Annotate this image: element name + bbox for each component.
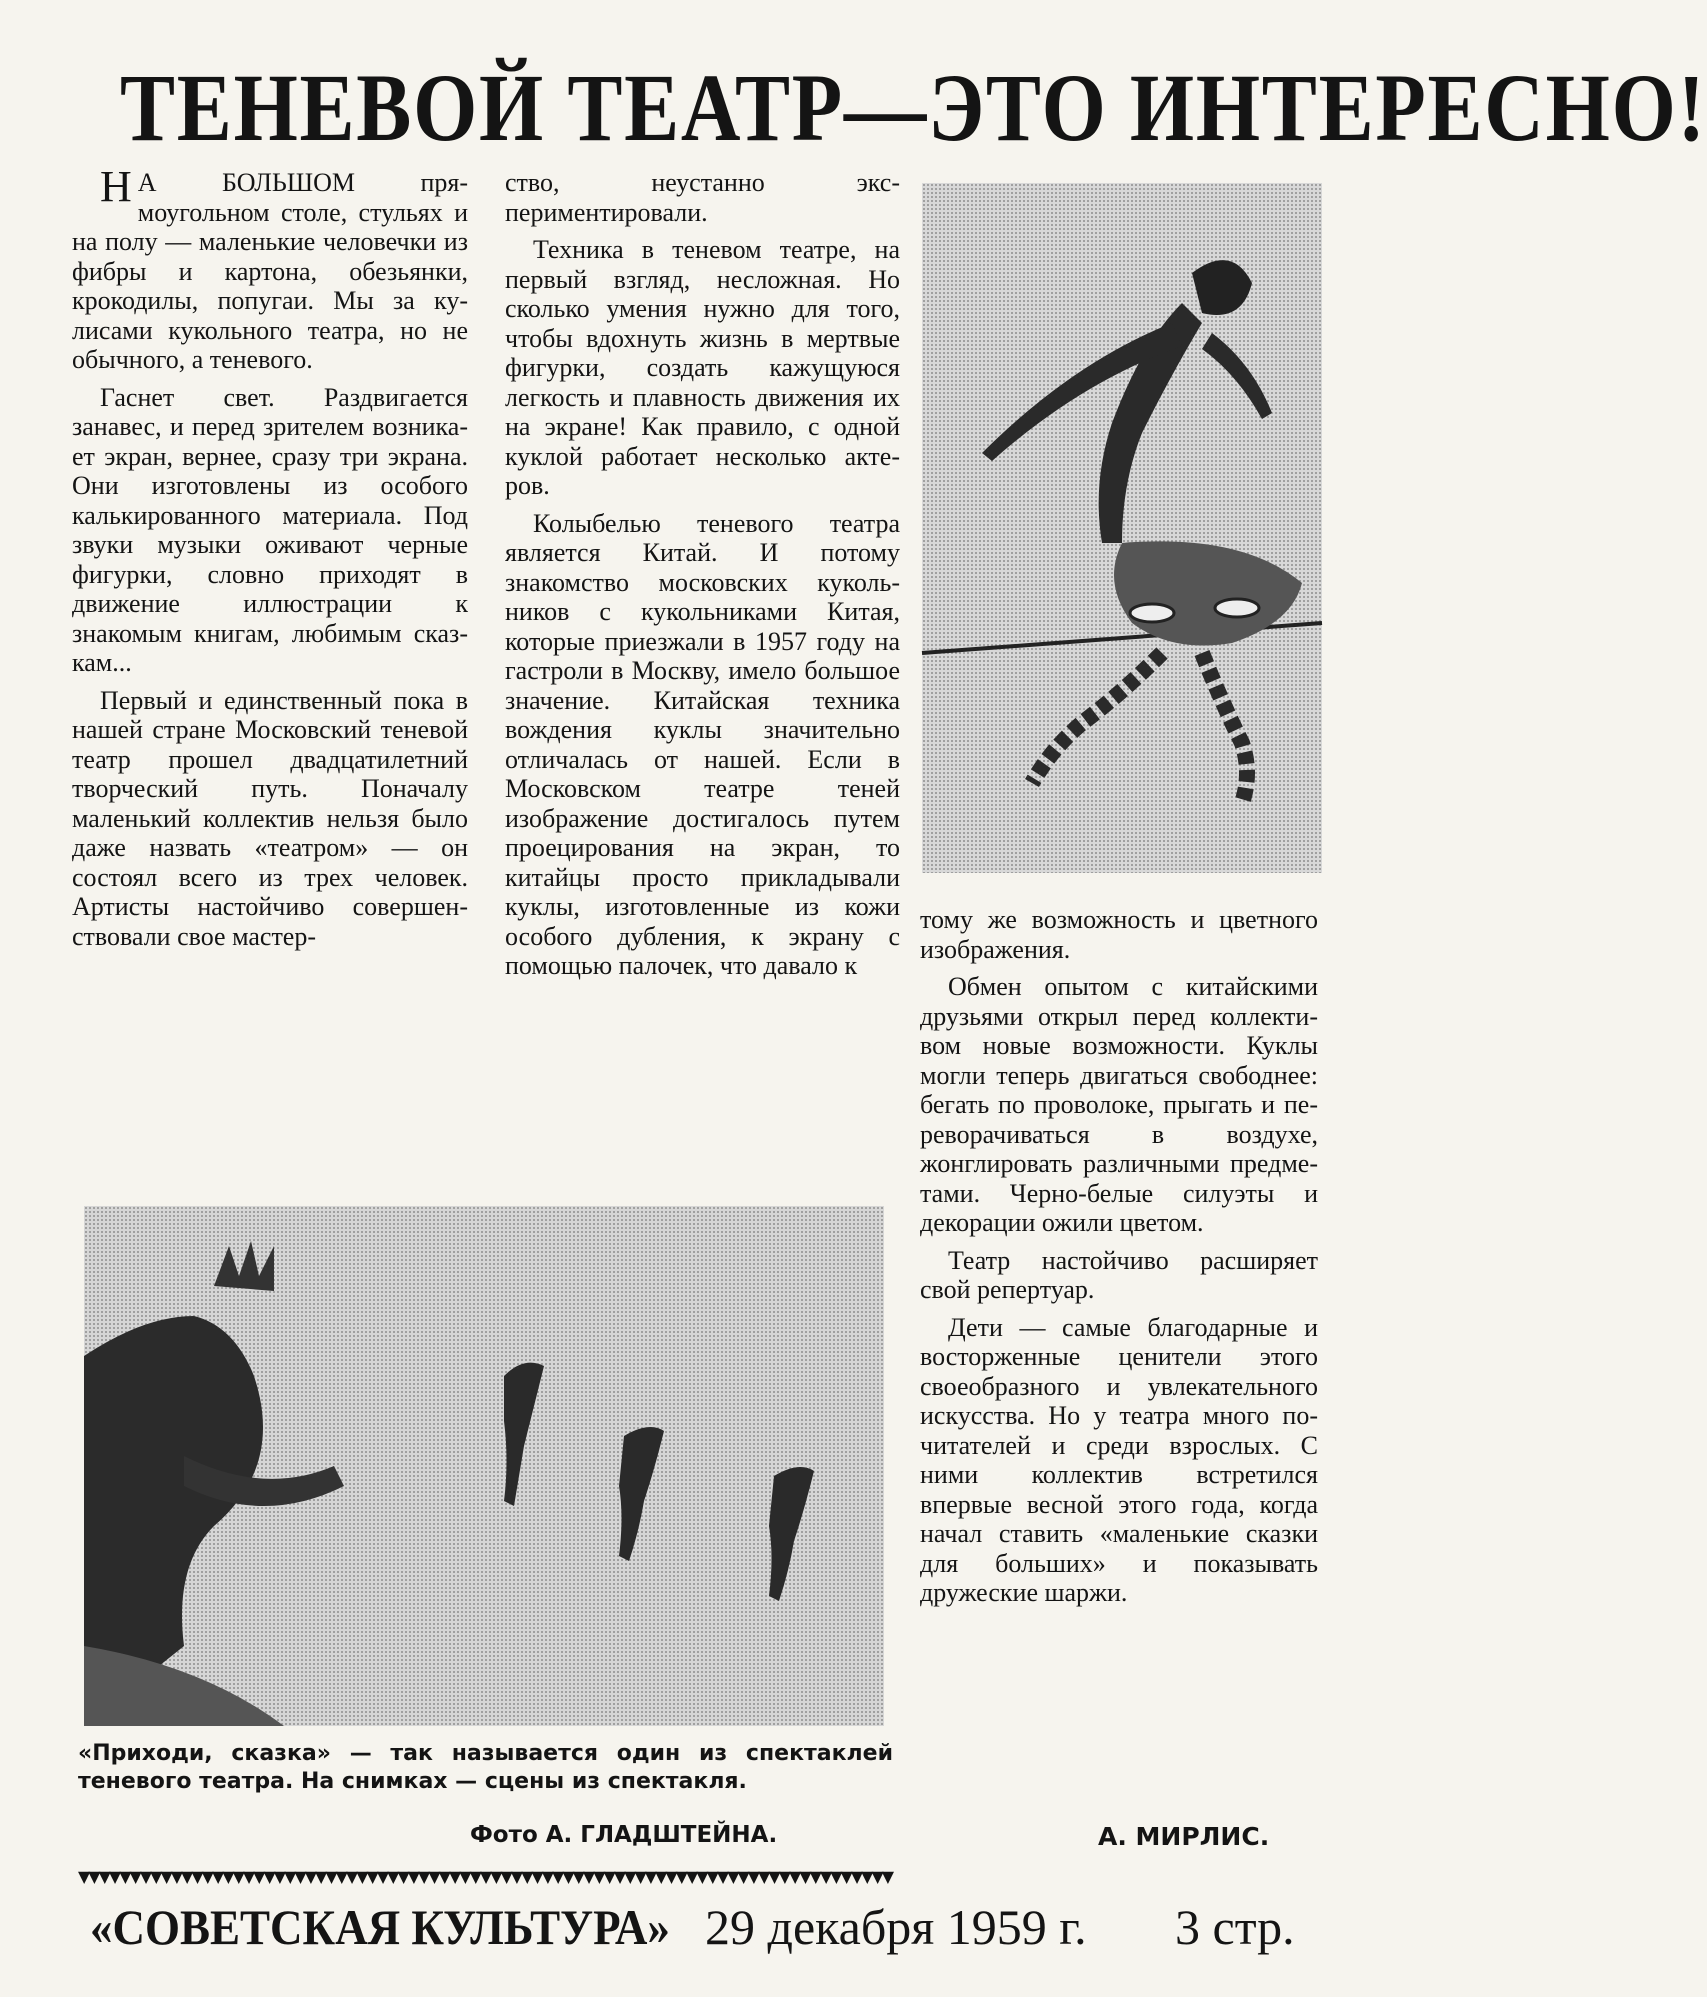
decorative-rule: ▼▼▼▼▼▼▼▼▼▼▼▼▼▼▼▼▼▼▼▼▼▼▼▼▼▼▼▼▼▼▼▼▼▼▼▼▼▼▼▼▼▼▼▼▼▼▼▼▼▼▼▼▼▼▼▼▼▼▼▼▼▼▼▼▼▼▼▼▼▼▼▼▼▼▼▼▼▼▼ bbox=[78, 1867, 893, 1886]
photo-credit: Фото А. ГЛАДШТЕЙНА. bbox=[470, 1822, 778, 1848]
page-number: 3 стр. bbox=[1175, 1899, 1295, 1955]
article-paragraph bbox=[72, 162, 468, 375]
paragraph-text: А БОЛЬШОМ прямоугольном столе, стульях и на полу — маленькие человечки из фибры и картона, обезьянки, крокодилы, попугаи. Мы за кулисами кукольного театра, но не обычного, а теневого. bbox=[72, 168, 468, 374]
article-column-2 bbox=[505, 168, 900, 1168]
article-paragraph: ство, неустанно экспериментировали. bbox=[505, 168, 900, 227]
photo-caption: «Приходи, сказка» — так называется один из спектаклей теневого театра. На снимках — сцены из спектакля. bbox=[78, 1741, 893, 1794]
runner-illustration bbox=[922, 183, 1322, 873]
article-paragraph: Гаснет свет. Раздвигается занавес, и перед зрителем возникает экран, вернее, сразу три экрана. Они изготовлены из особого калькированного материала. Под звуки музыки оживают черные фигурки, словно приходят в движение иллюстрации к знакомым книгам, любимым сказкам... bbox=[72, 382, 468, 677]
headline: ТЕНЕВОЙ ТЕАТР—ЭТО ИНТЕРЕСНО! bbox=[120, 54, 1707, 161]
article-column-1 bbox=[72, 162, 468, 1168]
article-paragraph: тому же возможность и цветного изображения. bbox=[920, 905, 1318, 964]
photo-shadow-puppet-dragon-fish bbox=[84, 1206, 884, 1726]
dragon-illustration bbox=[84, 1206, 884, 1726]
author-byline: А. МИРЛИС. bbox=[1098, 1822, 1270, 1851]
article-paragraph: Техника в теневом театре, на первый взгляд, несложная. Но сколько умения нужно для того, чтобы вдохнуть жизнь в мертвые фигурки, создать кажущуюся легкость и плавность движения их на экране! Как правило, с одной куклой работает несколько актеров. bbox=[505, 235, 900, 500]
article-column-3 bbox=[920, 905, 1318, 1805]
article-paragraph: Колыбелью теневого театра является Китай. И потому знакомство московских кукольников с кукольниками Китая, которые приезжали в 1957 году на гастроли в Москву, имело большое значение. Китайская техника вождения куклы значительно отличалась от нашей. Если в Московском театре теней изображение достигалось путем проецирования на экран, то китайцы просто прикладывали куклы, изготовленные из кожи особого дубления, к экрану с помощью палочек, что давало к bbox=[505, 508, 900, 980]
photo-shadow-puppet-runner bbox=[922, 183, 1322, 873]
drop-cap: Н bbox=[100, 162, 132, 211]
issue-date: 29 декабря 1959 г. bbox=[705, 1899, 1087, 1955]
newspaper-name: «СОВЕТСКАЯ КУЛЬТУРА» bbox=[90, 1899, 670, 1955]
article-paragraph: Обмен опытом с китайскими друзьями открыл перед коллективом новые возможности. Куклы могли теперь двигаться свободнее: бегать по проволоке, прыгать и переворачиваться в воздухе, жонглировать различными предметами. Черно-белые силуэты и декорации ожили цветом. bbox=[920, 972, 1318, 1237]
article-paragraph: Театр настойчиво расширяет свой репертуар. bbox=[920, 1245, 1318, 1304]
footer-masthead bbox=[90, 1892, 1330, 1962]
article-paragraph: Дети — самые благодарные и восторженные ценители этого своеобразного и увлекательного искусства. Но у театра много почитателей и среди взрослых. С ними коллектив встретился впервые весной этого года, когда начал ставить «маленькие сказки для больших» и показывать дружеские шаржи. bbox=[920, 1312, 1318, 1607]
article-paragraph: Первый и единственный пока в нашей стране Московский теневой театр прошел двадцатилетний творческий путь. Поначалу маленький коллектив нельзя было даже назвать «театром» — он состоял всего из трех человек. Артисты настойчиво совершенствовали свое мастер- bbox=[72, 685, 468, 951]
